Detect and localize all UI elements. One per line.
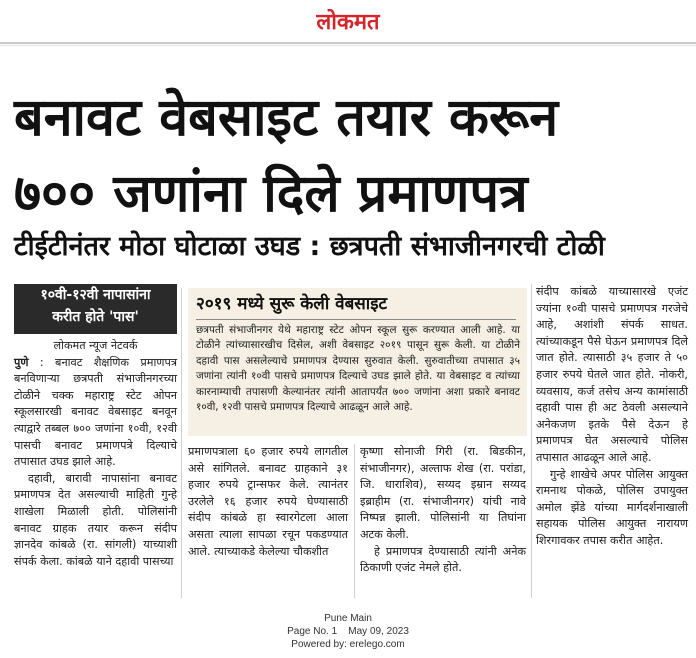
article-column-3 — [360, 444, 526, 577]
sidebar-headline-line-2: करीत होते 'पास' — [52, 309, 139, 325]
footer-page-info — [0, 625, 696, 638]
headline-line-1: बनावट वेबसाइट तयार करून — [14, 88, 559, 148]
sidebar-headline-line-1: १०वी-१२वी नापासांना — [40, 287, 151, 303]
column-3-paragraph-1: कृष्णा सोनाजी गिरी (रा. बिडकीन, संभाजीनगर), अल्ताफ शेख (रा. परांडा, जि. धाराशिव), सय्यद इम्रान सय्यद इब्राहीम (रा. संभाजीनगर) यांची नावे निष्पन्न झाली. पोलिसांनी या तिघांना अटक केली. — [360, 445, 526, 541]
column-divider — [531, 284, 532, 598]
footer-page-number: Page No. 1 — [287, 626, 338, 637]
page-footer — [0, 612, 696, 651]
footer-powered-by: Powered by: erelego.com — [291, 639, 405, 650]
article-column-1 — [14, 338, 177, 570]
newspaper-logo: लोकमत — [316, 10, 380, 35]
column-divider — [181, 288, 182, 598]
highlight-title: २०१९ मध्ये सुरू केली वेबसाइट — [196, 294, 388, 314]
article-column-4 — [536, 284, 688, 550]
column-4-paragraph-2: गुन्हे शाखेचे अपर पोलिस आयुक्त रामनाथ पोकळे, पोलिस उपायुक्त अमोल झेंडे यांच्या मार्गदर्शनाखाली सहायक पोलिस आयुक्त नारायण शिरगावकर तपास करीत आहेत. — [536, 467, 688, 547]
highlight-title-rule — [196, 319, 516, 320]
footer-edition: Pune Main — [324, 613, 372, 624]
column-1-paragraph-1: : बनावट शैक्षणिक प्रमाणपत्र बनविणाऱ्या छत्रपती संभाजीनगरच्या टोळीने चक्क महाराष्ट्र स्टेट ओपन स्कूलसारखी बनावट वेबसाइट बनवून त्याद्वारे तब्बल ७०० जणांना १०वी, १२वी पासची बनावट प्रमाणपत्रे दिल्याचे तपासात उघड झाले आहे. — [14, 355, 178, 469]
highlight-body: छत्रपती संभाजीनगर येथे महाराष्ट्र स्टेट ओपन स्कूल सुरू करण्यात आली आहे. या टोळीने त्यांच्यासारखीच दिसेल, अशी वेबसाइट २०१९ पासून सुरू केली. या टोळीने दहावी पास असलेल्याचे प्रमाणपत्र देण्यास सुरुवात केली. सुरुवातीच्या तपासात ३५ जणांना त्यांनी १०वी पासचे प्रमाणपत्र दिल्याचे उघड झाले होते. या वेबसाइट व त्यांच्या कारनाम्याची तपासणी केल्यानंतर त्यांनी आतापर्यंत ७०० जणांना अशा प्रकारे बनावट १०वी, १२वी पासचे प्रमाणपत्र दिल्याचे आढळून आले आहे. — [196, 324, 520, 414]
masthead-rule-secondary — [0, 45, 696, 46]
article-column-2 — [188, 444, 348, 560]
column-3-paragraph-2: हे प्रमाणपत्र देण्यासाठी त्यांनी अनेक ठिकाणी एजंट नेमले होते. — [360, 544, 526, 575]
subheadline: टीईटीनंतर मोठा घोटाळा उघड : छत्रपती संभाजीनगरची टोळी — [14, 231, 605, 262]
column-2-paragraph-1: प्रमाणपत्राला ६० हजार रुपये लागतील असे सांगितले. बनावट ग्राहकाने ३१ हजार रुपये ट्रान्सफर केले. त्यानंतर उरलेले १६ हजार रुपये घेण्यासाठी संदीप कांबळे हा स्वारगेटला आला असता त्याला सापळा रचून पकडण्यात आले. त्याच्याकडे केलेल्या चौकशीत — [188, 445, 348, 558]
byline: लोकमत न्यूज नेटवर्क — [53, 339, 138, 352]
column-4-paragraph-1: संदीप कांबळे याच्यासारखे एजंट ज्यांना १०वी पासचे प्रमाणपत्र गरजेचे आहे, अशांशी संपर्क साधत. त्यांच्याकडून पैसे घेऊन प्रमाणपत्र दिले जात होते. त्यासाठी ३५ हजार ते ५० हजार रुपये घेतले जात होते. नोकरी, व्यवसाय, कर्ज तसेच अन्य कामांसाठी दहावी पास ही अट ठेवली असल्याने अनेकजण इतके पैसे देऊन हे प्रमाणपत्र घेत असल्याचे पोलिस तपासात आढळून आले आहे. — [536, 285, 688, 464]
sidebar-headline-box — [14, 284, 177, 334]
column-divider — [354, 444, 355, 598]
column-1-paragraph-2: दहावी, बारावी नापासांना बनावट प्रमाणपत्र देत असल्याची माहिती गुन्हे शाखेला मिळाली होती. पोलिसांनी बनावट ग्राहक तयार करून संदीप ज्ञानदेव कांबळे (रा. सांगली) याच्याशी संपर्क केला. कांबळे याने दहावी पासच्या — [14, 471, 177, 568]
dateline: पुणे — [14, 355, 29, 369]
footer-date: May 09, 2023 — [348, 626, 409, 637]
masthead-rule — [0, 42, 696, 44]
headline-line-2: ७०० जणांना दिले प्रमाणपत्र — [14, 164, 528, 224]
